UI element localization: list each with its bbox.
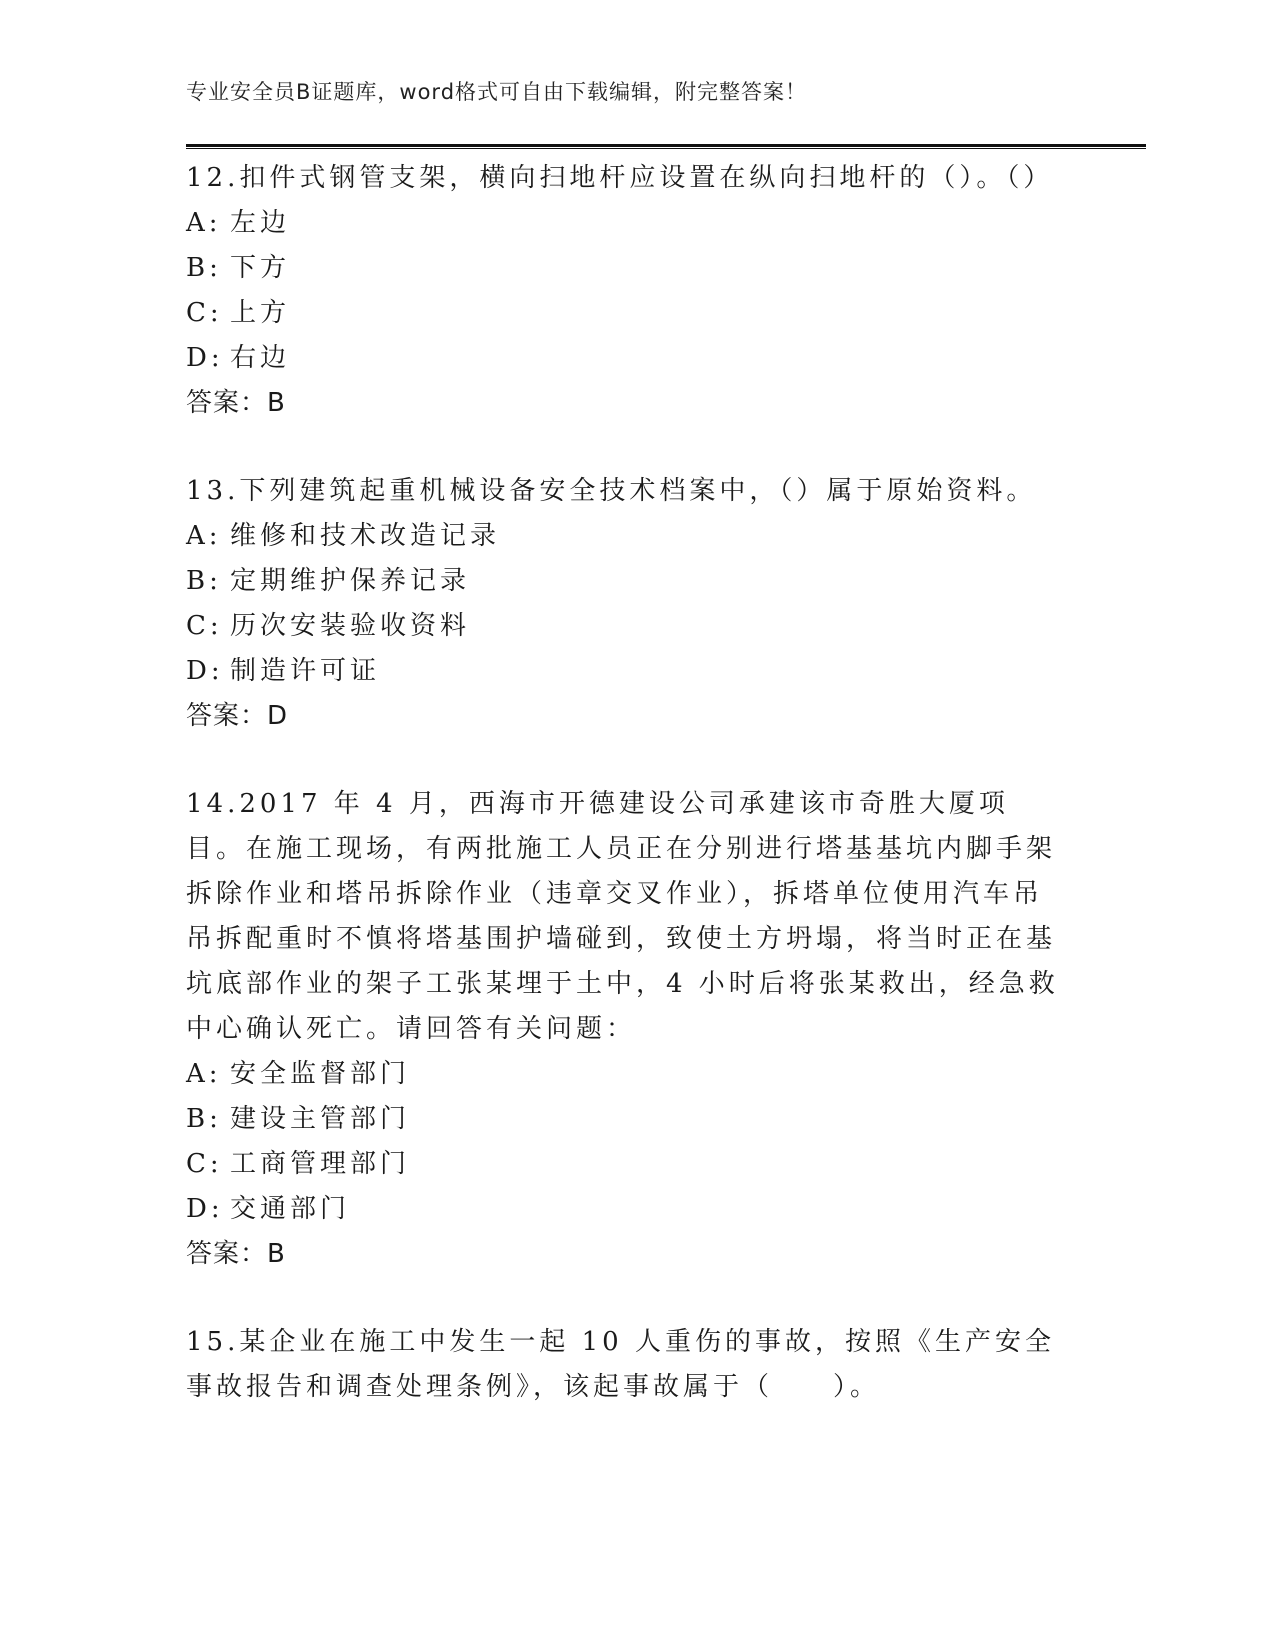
spacer xyxy=(186,739,1066,782)
option-letter: C: xyxy=(186,1149,223,1179)
option-a xyxy=(186,1052,1066,1097)
option-d xyxy=(186,1187,1066,1232)
question-text: 15.某企业在施工中发生一起 10 人重伤的事故，按照《生产安全事故报告和调查处理条例》，该起事故属于（ ）。 xyxy=(186,1327,1055,1402)
option-d xyxy=(186,649,1066,694)
option-b xyxy=(186,1097,1066,1142)
option-letter: D: xyxy=(186,343,224,373)
option-a xyxy=(186,201,1066,246)
option-text: 安全监督部门 xyxy=(230,1059,411,1089)
option-text: 维修和技术改造记录 xyxy=(230,521,501,551)
answer: 答案：B xyxy=(186,1239,286,1269)
question-text: 14.2017 年 4 月，西海市开德建设公司承建该市奇胜大厦项目。在施工现场，有两批施工人员正在分别进行塔基基坑内脚手架拆除作业和塔吊拆除作业（违章交叉作业），拆塔单位使用汽车吊吊拆配重时不慎将塔基围护墙碰到，致使土方坍塌，将当时正在基坑底部作业的架子工张某埋于土中，4 小时后将张某救出，经急救中心确认死亡。请回答有关问题： xyxy=(186,789,1059,1044)
option-letter: C: xyxy=(186,298,223,328)
option-letter: C: xyxy=(186,611,223,641)
spacer xyxy=(186,1277,1066,1320)
question-14 xyxy=(186,782,1066,1277)
option-text: 右边 xyxy=(230,343,291,373)
option-letter: A: xyxy=(186,208,222,238)
option-letter: B: xyxy=(186,1104,222,1134)
option-text: 工商管理部门 xyxy=(230,1149,411,1179)
option-letter: A: xyxy=(186,1059,222,1089)
option-a xyxy=(186,514,1066,559)
header-divider xyxy=(186,144,1146,149)
option-letter: D: xyxy=(186,1194,224,1224)
option-letter: B: xyxy=(186,566,222,596)
option-c xyxy=(186,604,1066,649)
option-letter: B: xyxy=(186,253,222,283)
option-b xyxy=(186,246,1066,291)
question-text: 12.扣件式钢管支架，横向扫地杆应设置在纵向扫地杆的（）。（） xyxy=(186,163,1054,193)
option-text: 交通部门 xyxy=(230,1194,351,1224)
option-text: 左边 xyxy=(230,208,291,238)
question-15 xyxy=(186,1320,1066,1410)
answer: 答案：D xyxy=(186,701,289,731)
question-text: 13.下列建筑起重机械设备安全技术档案中，（）属于原始资料。 xyxy=(186,476,1037,506)
option-text: 建设主管部门 xyxy=(230,1104,411,1134)
option-b xyxy=(186,559,1066,604)
spacer xyxy=(186,426,1066,469)
option-text: 上方 xyxy=(230,298,291,328)
option-text: 下方 xyxy=(230,253,291,283)
option-d xyxy=(186,336,1066,381)
option-c xyxy=(186,1142,1066,1187)
option-c xyxy=(186,291,1066,336)
option-text: 定期维护保养记录 xyxy=(230,566,471,596)
page-header: 专业安全员B证题库，word格式可自由下载编辑，附完整答案！ xyxy=(186,80,808,104)
answer: 答案：B xyxy=(186,388,286,418)
option-text: 历次安装验收资料 xyxy=(230,611,471,641)
option-letter: D: xyxy=(186,656,224,686)
question-13 xyxy=(186,469,1066,739)
question-12 xyxy=(186,156,1066,426)
option-text: 制造许可证 xyxy=(230,656,381,686)
option-letter: A: xyxy=(186,521,222,551)
question-list xyxy=(186,156,1066,1410)
